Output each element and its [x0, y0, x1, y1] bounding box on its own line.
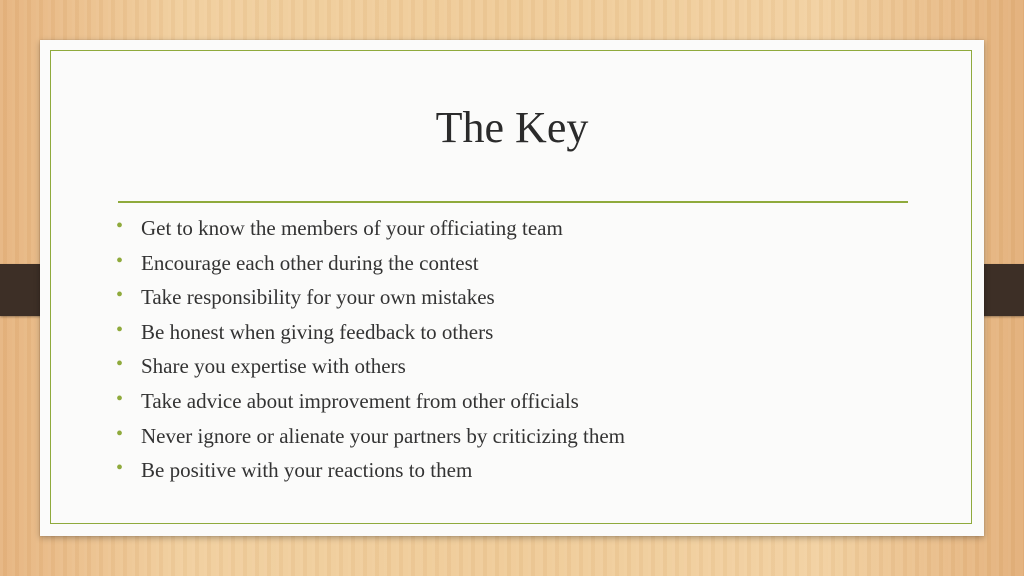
- bullet-text: Be positive with your reactions to them: [141, 458, 473, 483]
- bullet-text: Never ignore or alienate your partners by criticizing them: [141, 423, 625, 448]
- bullet-item: [114, 349, 625, 384]
- bullet-item: [114, 280, 625, 315]
- slide-title: The Key: [435, 103, 589, 152]
- bullet-text: Take responsibility for your own mistakes: [141, 285, 495, 310]
- bullet-dot-icon: •: [116, 422, 124, 445]
- bullet-item: [114, 384, 625, 419]
- bullet-text: Get to know the members of your officiating team: [141, 216, 563, 240]
- bullet-dot-icon: •: [116, 284, 124, 307]
- bullet-text: Take advice about improvement from other officials: [141, 388, 579, 413]
- bullet-item: [114, 211, 625, 246]
- bullet-dot-icon: •: [116, 215, 124, 237]
- bullet-dot-icon: •: [116, 249, 124, 272]
- bullet-text: Be honest when giving feedback to others: [141, 319, 494, 344]
- bullet-dot-icon: •: [116, 353, 124, 376]
- bullet-item: [114, 453, 625, 488]
- title-divider: [118, 201, 908, 203]
- bullet-list: [114, 211, 625, 488]
- bullet-dot-icon: •: [116, 387, 124, 410]
- bullet-dot-icon: •: [116, 318, 124, 341]
- bullet-item: [114, 246, 625, 281]
- slide: [40, 40, 984, 536]
- bullet-dot-icon: •: [116, 457, 124, 480]
- bullet-text: Share you expertise with others: [141, 354, 406, 379]
- bullet-item: [114, 315, 625, 350]
- bullet-item: [114, 419, 625, 454]
- bullet-text: Encourage each other during the contest: [141, 250, 479, 275]
